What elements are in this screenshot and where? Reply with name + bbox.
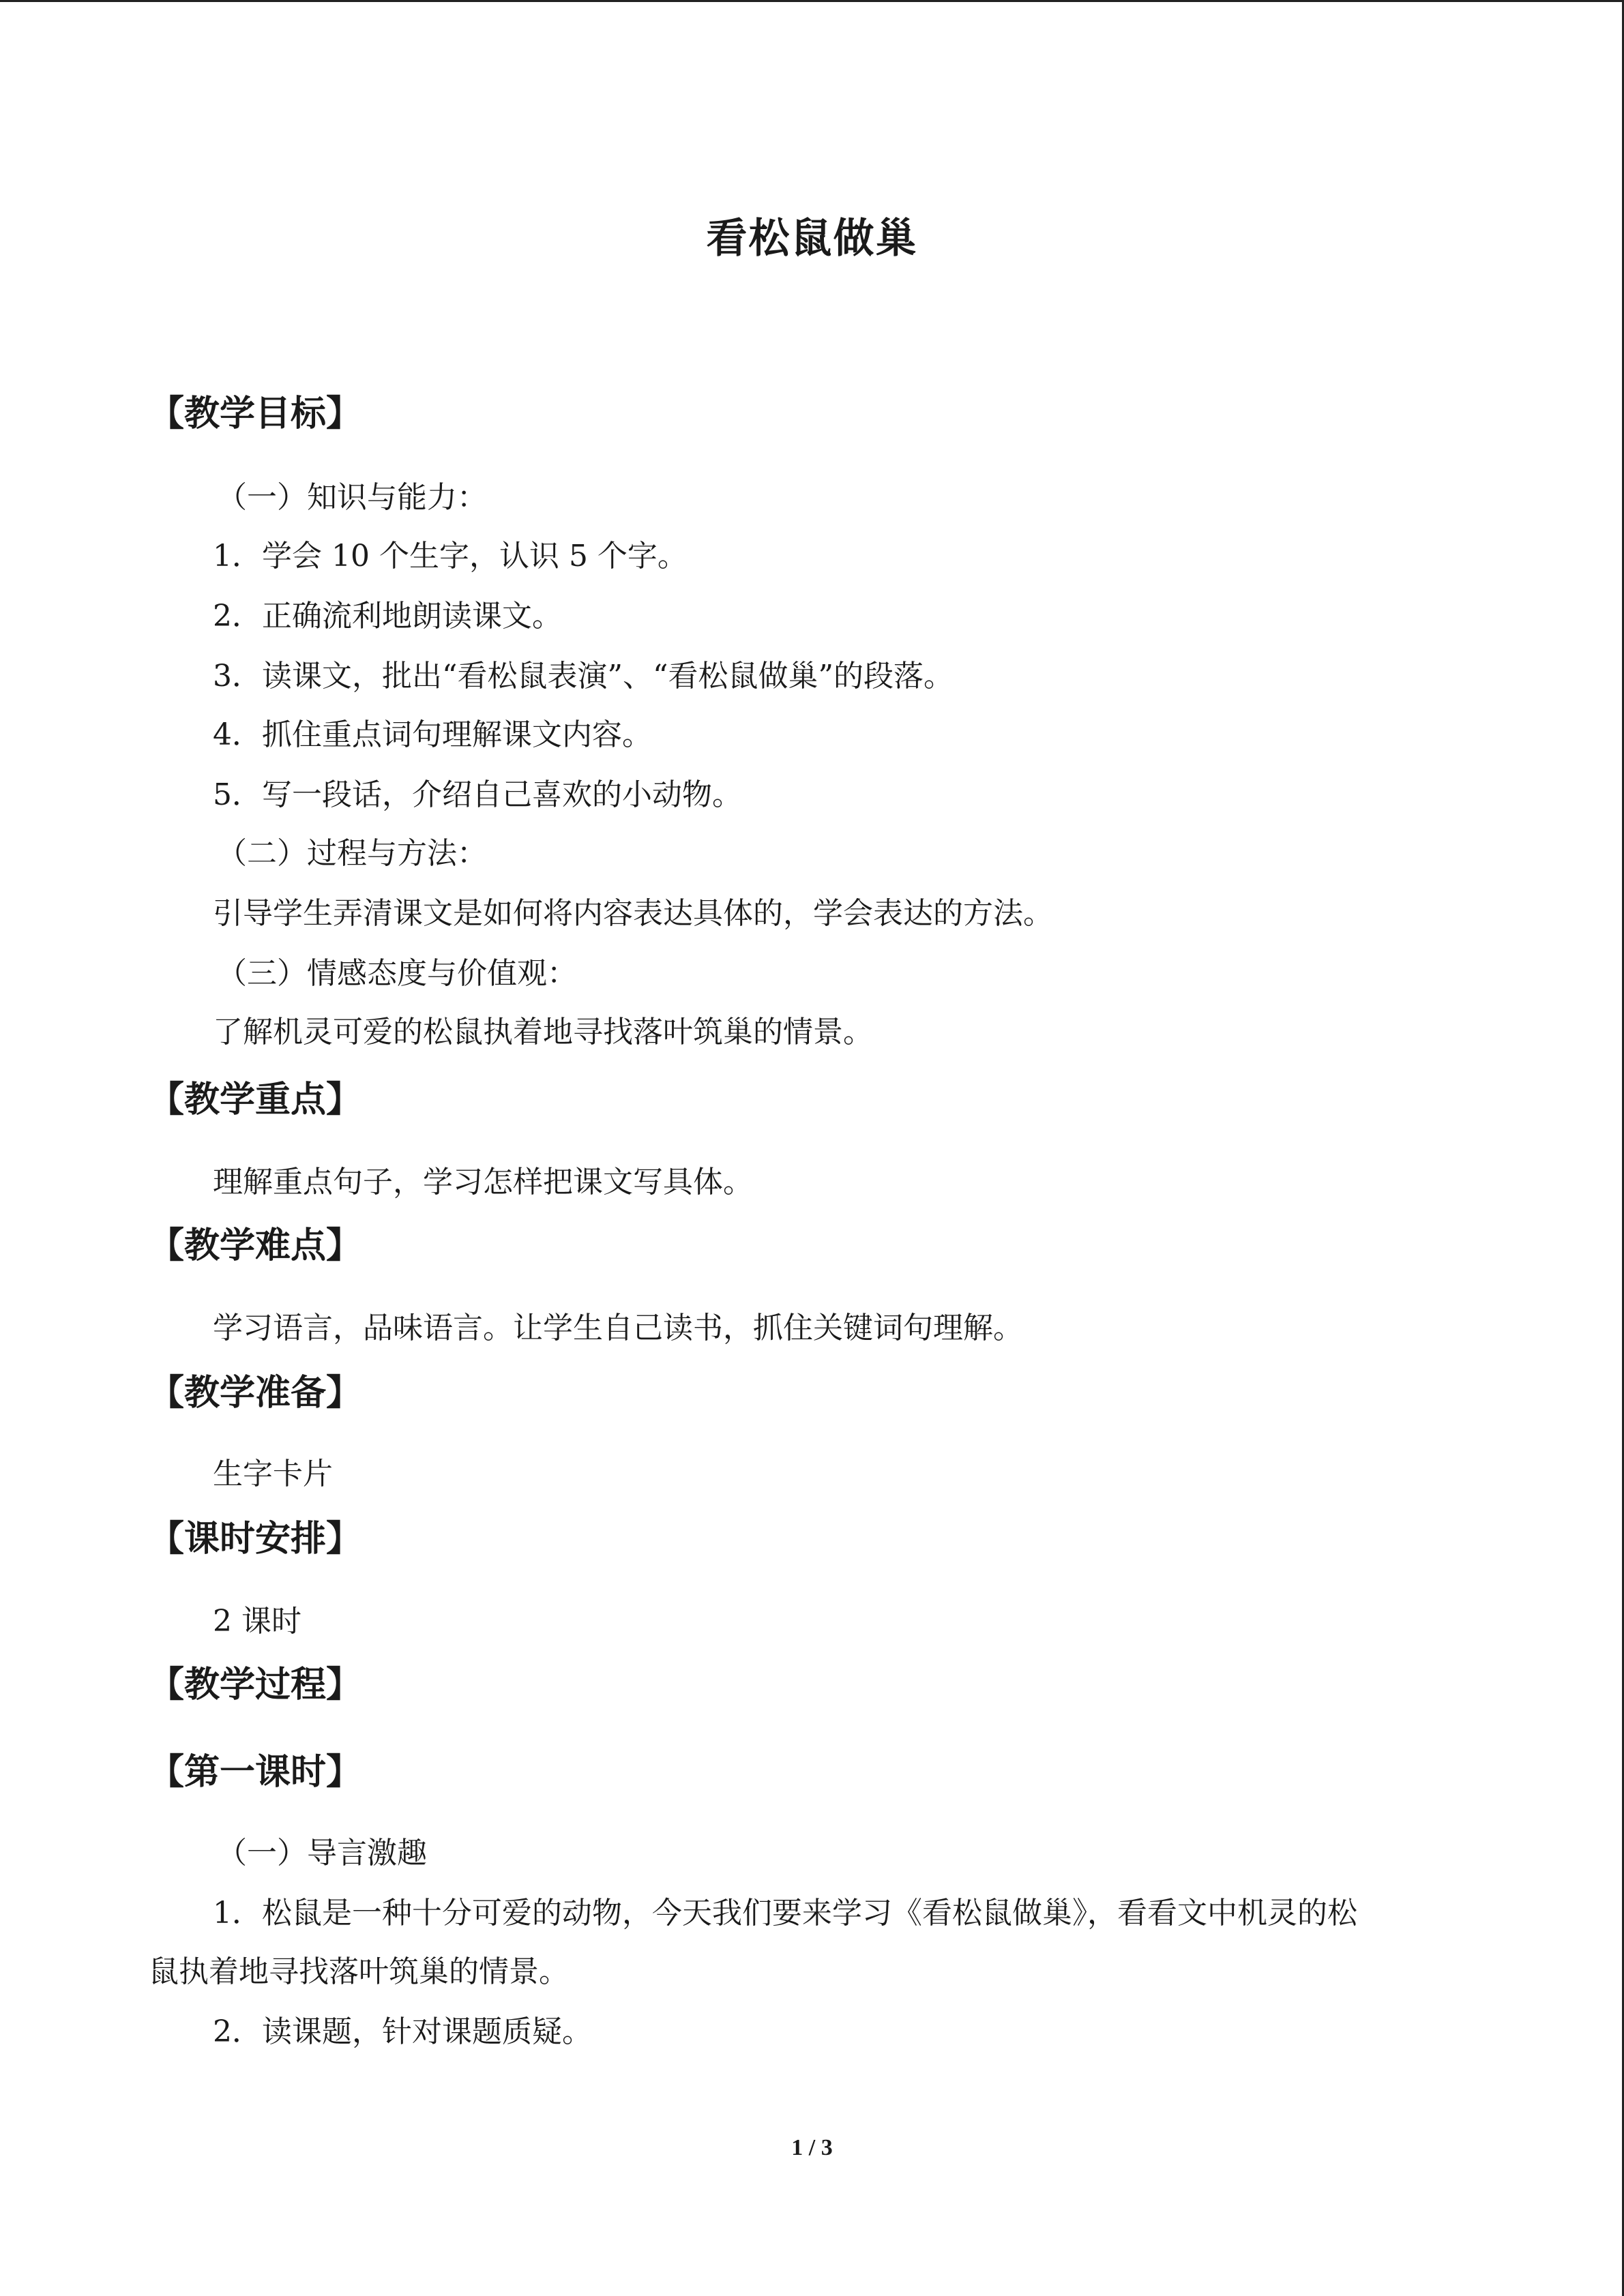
schedule-text: 2 课时 xyxy=(213,1604,301,1639)
objective-line: 1．学会 10 个生字，认识 5 个字。 xyxy=(213,539,688,573)
objective-line: （二）过程与方法： xyxy=(217,836,487,871)
heading-preparation: 【教学准备】 xyxy=(149,1373,362,1414)
page-number: 1 / 3 xyxy=(791,2135,833,2160)
objective-line: （一）知识与能力： xyxy=(217,480,487,515)
lesson-line: 2．读课题，针对课题质疑。 xyxy=(213,2014,592,2049)
heading-objectives: 【教学目标】 xyxy=(149,393,362,434)
objective-line: （三）情感态度与价值观： xyxy=(217,956,577,991)
heading-difficulties: 【教学难点】 xyxy=(149,1225,362,1266)
difficulties-text: 学习语言，品味语言。让学生自己读书，抓住关键词句理解。 xyxy=(213,1311,1023,1345)
heading-process: 【教学过程】 xyxy=(149,1665,362,1705)
preparation-text: 生字卡片 xyxy=(213,1457,333,1491)
document-title: 看松鼠做巢 xyxy=(706,215,918,263)
heading-key-points: 【教学重点】 xyxy=(149,1079,362,1120)
lesson-line: 1．松鼠是一种十分可爱的动物，今天我们要来学习《看松鼠做巢》，看看文中机灵的松 xyxy=(213,1896,1357,1930)
heading-first-lesson: 【第一课时】 xyxy=(149,1752,362,1793)
objective-line: 引导学生弄清课文是如何将内容表达具体的，学会表达的方法。 xyxy=(213,896,1053,931)
objective-line: 2．正确流利地朗读课文。 xyxy=(213,599,562,633)
lesson-line: 鼠执着地寻找落叶筑巢的情景。 xyxy=(149,1954,569,1989)
lesson-line: （一）导言激趣 xyxy=(217,1836,427,1870)
objective-line: 了解机灵可爱的松鼠执着地寻找落叶筑巢的情景。 xyxy=(213,1015,873,1049)
objective-line: 3．读课文，批出“看松鼠表演”、“看松鼠做巢”的段落。 xyxy=(213,659,954,694)
objective-line: 5．写一段话，介绍自己喜欢的小动物。 xyxy=(213,777,742,812)
heading-schedule: 【课时安排】 xyxy=(149,1519,362,1560)
objective-line: 4．抓住重点词句理解课文内容。 xyxy=(213,717,652,752)
page-border-top xyxy=(0,0,1624,2)
key-points-text: 理解重点句子，学习怎样把课文写具体。 xyxy=(213,1165,753,1199)
